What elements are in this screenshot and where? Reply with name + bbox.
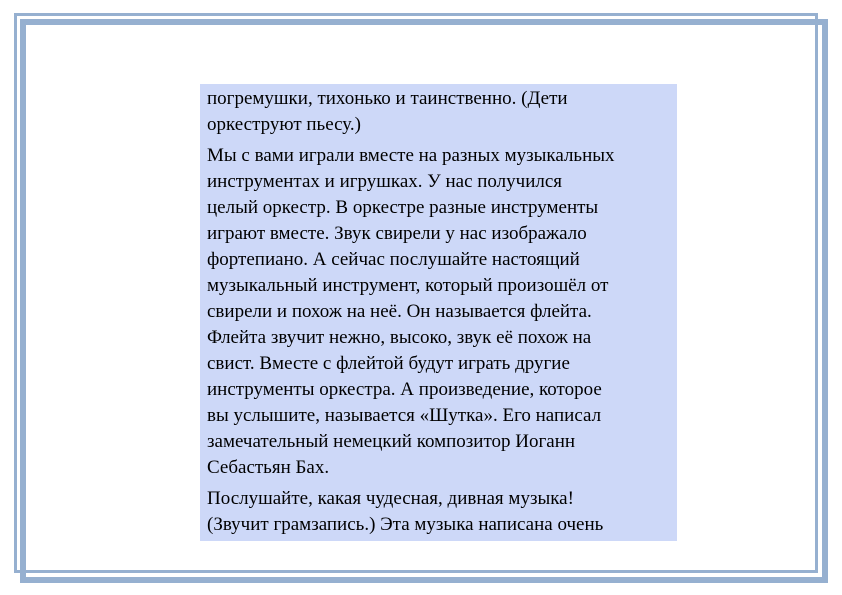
text-line: Послушайте, какая чудесная, дивная музыка! (207, 488, 574, 509)
text-line: целый оркестр. В оркестре разные инструменты (207, 197, 599, 218)
paragraph-3 (207, 486, 675, 538)
paragraph-2 (207, 143, 675, 481)
text-line: фортепиано. А сейчас послушайте настоящий (207, 249, 580, 270)
text-line: Флейта звучит нежно, высоко, звук её похож на (207, 327, 592, 348)
text-line: замечательный немецкий композитор Иоганн (207, 431, 576, 452)
text-line: играют вместе. Звук свирели у нас изображало (207, 223, 587, 244)
text-line: вы услышите, называется «Шутка». Его написал (207, 405, 602, 426)
slide-text-block (200, 84, 677, 541)
paragraph-1 (207, 86, 675, 138)
text-line: свист. Вместе с флейтой будут играть другие (207, 353, 570, 374)
text-line: свирели и похож на неё. Он называется флейта. (207, 301, 592, 322)
text-line: (Звучит грамзапись.) Эта музыка написана очень (207, 514, 604, 535)
text-line: музыкальный инструмент, который произошёл от (207, 275, 609, 296)
text-line: Себастьян Бах. (207, 457, 330, 478)
text-line: инструменты оркестра. А произведение, которое (207, 379, 602, 400)
text-line: инструментах и игрушках. У нас получился (207, 171, 563, 192)
text-line: Мы с вами играли вместе на разных музыкальных (207, 145, 615, 166)
text-line: оркеструют пьесу.) (207, 114, 361, 135)
text-line: погремушки, тихонько и таинственно. (Дети (207, 88, 568, 109)
